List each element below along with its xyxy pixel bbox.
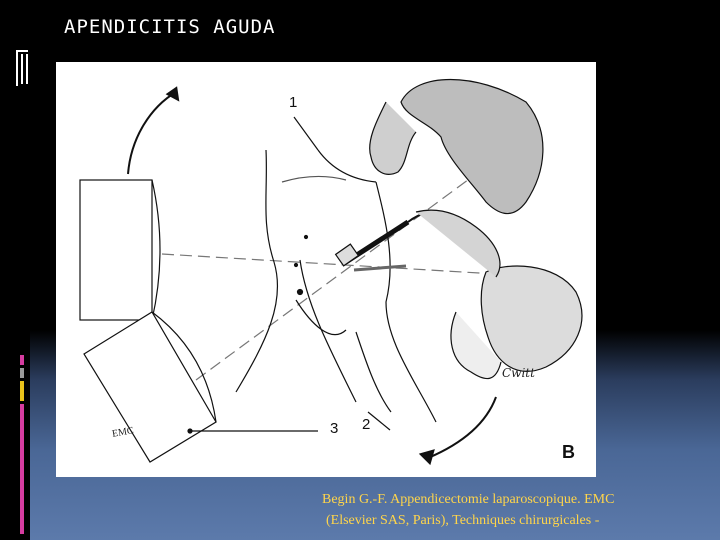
line-of-sight-diagonal [196, 174, 476, 380]
instrument [354, 266, 406, 270]
decorative-corner-lines [12, 48, 32, 88]
arrow-head-top [167, 87, 184, 104]
slide-title: APENDICITIS AGUDA [64, 16, 276, 38]
rotation-arrow-bottom [428, 397, 496, 458]
artist-signature: Cwitt [502, 366, 535, 380]
monitor-bottom [84, 312, 216, 462]
monitor-left [80, 180, 152, 320]
rotation-arrow-top [128, 92, 176, 174]
surgeon-upper [401, 80, 543, 214]
patient-torso [236, 150, 436, 422]
surgeon-lower [481, 266, 582, 371]
arrow-head-bottom [420, 450, 434, 464]
callout-line-2 [368, 412, 390, 430]
callout-3: 3 [330, 420, 339, 437]
line-of-sight-horizontal [162, 254, 496, 274]
surgical-illustration [56, 62, 596, 477]
callout-line-1 [294, 117, 318, 150]
caption-line-2: (Elsevier SAS, Paris), Techniques chirurgicales - [326, 513, 600, 528]
callout-1: 1 [289, 94, 298, 111]
callout-2: 2 [362, 416, 371, 433]
figure-caption [322, 489, 712, 531]
monitor-label: EMC [111, 425, 135, 440]
panel-letter: B [562, 442, 575, 462]
surgical-diagram [56, 62, 596, 477]
caption-line-1: Begin G.-F. Appendicectomie laparoscopique. EMC [322, 492, 615, 507]
decorative-bar-markers [20, 355, 26, 537]
